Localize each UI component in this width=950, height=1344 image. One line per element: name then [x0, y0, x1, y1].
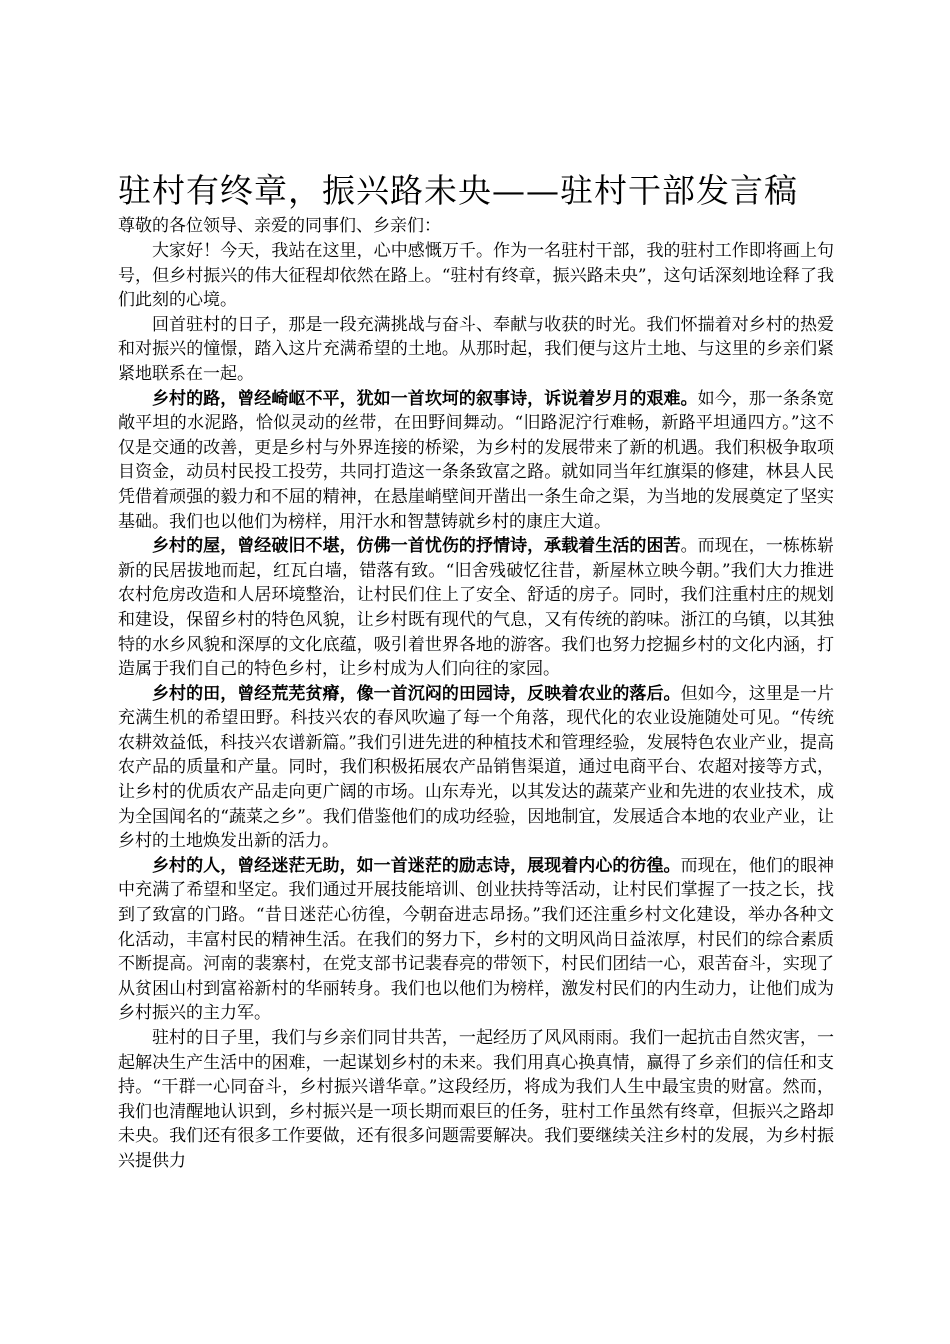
paragraph-6-lead: 乡村的人，曾经迷茫无助，如一首迷茫的励志诗，展现着内心的彷徨。	[152, 855, 681, 876]
paragraph-4	[118, 534, 834, 682]
paragraph-4-lead: 乡村的屋，曾经破旧不堪，仿佛一首忧伤的抒情诗，承载着生活的困苦	[152, 536, 681, 557]
document-title: 驻村有终章，振兴路未央——驻村干部发言稿	[118, 171, 798, 210]
paragraph-3	[118, 387, 834, 535]
document-page	[118, 168, 834, 1174]
paragraph-5-lead: 乡村的田，曾经荒芜贫瘠，像一首沉闷的田园诗，反映着农业的落后。	[152, 683, 681, 704]
paragraph-5-text: 但如今，这里是一片充满生机的希望田野。科技兴农的春风吹遍了每一个角落，现代化的农业设施随处可见。“传统农耕效益低，科技兴农谱新篇。”我们引进先进的种植技术和管理经验，发展特色农业产业，提高农产品的质量和产量。同时，我们积极拓展农产品销售渠道，通过电商平台、农超对接等方式，让乡村的优质农产品走向更广阔的市场。山东寿光，以其发达的蔬菜产业和先进的农业技术，成为全国闻名的“蔬菜之乡”。我们借鉴他们的成功经验，因地制宜，发展适合本地的农业产业，让乡村的土地焕发出新的活力。	[118, 683, 835, 852]
paragraph-6	[118, 854, 834, 1026]
paragraph-1-text: 大家好！今天，我站在这里，心中感慨万千。作为一名驻村干部，我的驻村工作即将画上句号，但乡村振兴的伟大征程却依然在路上。“驻村有终章，振兴路未央”，这句话深刻地诠释了我们此刻的心境。	[118, 241, 834, 311]
paragraph-7-text: 驻村的日子里，我们与乡亲们同甘共苦，一起经历了风风雨雨。我们一起抗击自然灾害，一起解决生产生活中的困难，一起谋划乡村的未来。我们用真心换真情，赢得了乡亲们的信任和支持。“干群一心同奋斗，乡村振兴谱华章。”这段经历，将成为我们人生中最宝贵的财富。然而，我们也清醒地认识到，乡村振兴是一项长期而艰巨的任务，驻村工作虽然有终章，但振兴之路却未央。我们还有很多工作要做，还有很多问题需要解决。我们要继续关注乡村的发展，为乡村振兴提供力	[118, 1028, 834, 1171]
paragraph-6-text: 而现在，他们的眼神中充满了希望和坚定。我们通过开展技能培训、创业扶持等活动，让村民们掌握了一技之长，找到了致富的门路。“昔日迷茫心彷徨，今朝奋进志昂扬。”我们还注重乡村文化建设，举办各种文化活动，丰富村民的精神生活。在我们的努力下，乡村的文明风尚日益浓厚，村民们的综合素质不断提高。河南的裴寨村，在党支部书记裴春亮的带领下，村民们团结一心，艰苦奋斗，实现了从贫困山村到富裕新村的华丽转身。我们也以他们为榜样，激发村民们的内生动力，让他们成为乡村振兴的主力军。	[118, 855, 835, 1024]
paragraph-5	[118, 682, 834, 854]
paragraph-3-text: 如今，那一条条宽敞平坦的水泥路，恰似灵动的丝带，在田野间舞动。“旧路泥泞行难畅，新路平坦通四方。”这不仅是交通的改善，更是乡村与外界连接的桥梁，为乡村的发展带来了新的机遇。我们积极争取项目资金，动员村民投工投劳，共同打造这一条条致富之路。就如同当年红旗渠的修建，林县人民凭借着顽强的毅力和不屈的精神，在悬崖峭壁间开凿出一条生命之渠，为当地的发展奠定了坚实基础。我们也以他们为榜样，用汗水和智慧铸就乡村的康庄大道。	[118, 388, 834, 532]
greeting: 尊敬的各位领导、亲爱的同事们、乡亲们：	[118, 216, 441, 236]
paragraph-1	[118, 239, 834, 313]
paragraph-2-text: 回首驻村的日子，那是一段充满挑战与奋斗、奉献与收获的时光。我们怀揣着对乡村的热爱和对振兴的憧憬，踏入这片充满希望的土地。从那时起，我们便与这片土地、与这里的乡亲们紧紧地联系在一起。	[118, 314, 834, 384]
paragraph-4-text: 。而现在，一栋栋崭新的民居拔地而起，红瓦白墙，错落有致。“旧舍残破忆往昔，新屋林立映今朝。”我们大力推进农村危房改造和人居环境整治，让村民们住上了安全、舒适的房子。同时，我们注重村庄的规划和建设，保留乡村的特色风貌，让乡村既有现代的气息，又有传统的韵味。浙江的乌镇，以其独特的水乡风貌和深厚的文化底蕴，吸引着世界各地的游客。我们也努力挖掘乡村的文化内涵，打造属于我们自己的特色乡村，让乡村成为人们向往的家园。	[118, 536, 835, 680]
paragraph-2	[118, 313, 834, 387]
paragraph-7	[118, 1026, 834, 1174]
paragraph-3-lead: 乡村的路，曾经崎岖不平，犹如一首坎坷的叙事诗，诉说着岁月的艰难。	[152, 388, 698, 409]
